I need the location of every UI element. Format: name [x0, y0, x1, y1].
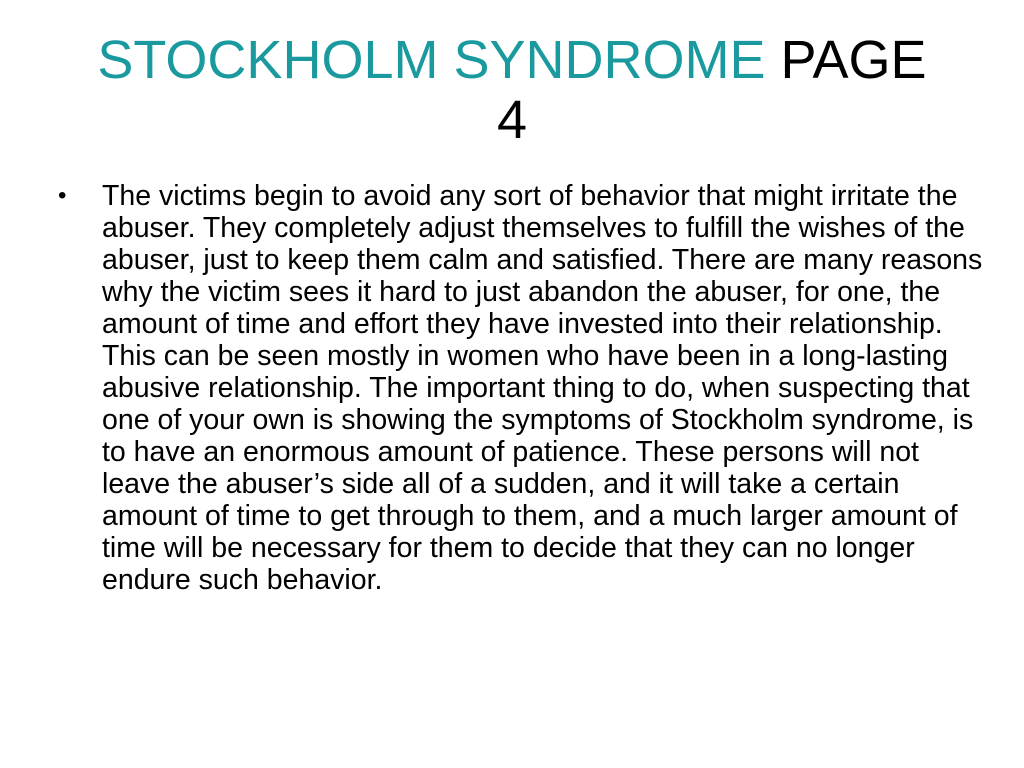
title-page-number: 4 — [496, 90, 528, 150]
title-page-label: PAGE — [780, 30, 927, 90]
bullet-item — [58, 180, 988, 596]
bullet-dot-icon: • — [58, 182, 67, 209]
slide-title — [60, 30, 964, 150]
bullet-list — [58, 180, 988, 596]
title-accent-text: STOCKHOLM SYNDROME — [97, 30, 766, 90]
bullet-text: The victims begin to avoid any sort of behavior that might irritate the abuser. They completely adjust themselves to fulfill the wishes of the abuser, just to keep them calm and satisfied. There are many reasons why the victim sees it hard to just abandon the abuser, for one, the amount of time and effort they have invested into their relationship. This can be seen mostly in women who have been in a long-lasting abusive relationship. The important thing to do, when suspecting that one of your own is showing the symptoms of Stockholm syndrome, is to have an enormous amount of patience. These persons will not leave the abuser’s side all of a sudden, and it will take a certain amount of time to get through to them, and a much larger amount of time will be necessary for them to decide that they can no longer endure such behavior. — [102, 180, 983, 596]
